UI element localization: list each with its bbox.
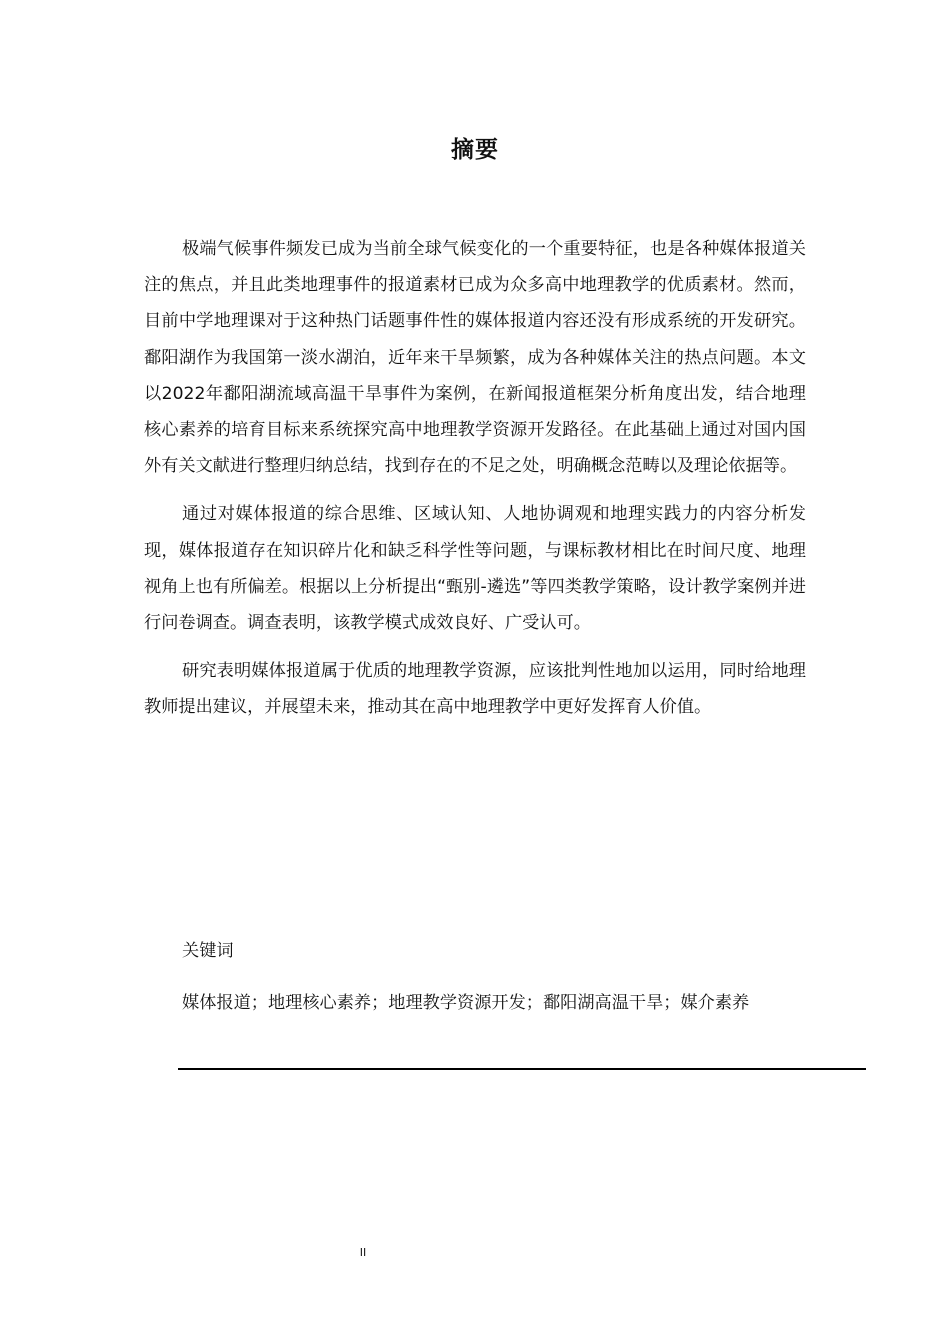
page-title: 摘要 <box>451 137 499 163</box>
abstract-paragraph-1: 极端气候事件频发已成为当前全球气候变化的一个重要特征，也是各种媒体报道关注的焦点，并且此类地理事件的报道素材已成为众多高中地理教学的优质素材。然而，目前中学地理课对于这种热门话题事件性的媒体报道内容还没有形成系统的开发研究。鄱阳湖作为我国第一淡水湖泊，近年来干旱频繁，成为各种媒体关注的热点问题。本文以2022年鄱阳湖流域高温干旱事件为案例，在新闻报道框架分析角度出发，结合地理核心素养的培育目标来系统探究高中地理教学资源开发路径。在此基础上通过对国内国外有关文献进行整理归纳总结，找到存在的不足之处，明确概念范畴以及理论依据等。 <box>144 239 806 477</box>
divider-line <box>178 1068 866 1070</box>
page-number: II <box>359 1246 367 1259</box>
keywords-list: 媒体报道；地理核心素养；地理教学资源开发；鄱阳湖高温干旱；媒介素养 <box>182 993 750 1013</box>
abstract-body <box>144 231 806 738</box>
keywords-heading: 关键词 <box>182 941 234 961</box>
abstract-paragraph-3: 研究表明媒体报道属于优质的地理教学资源，应该批判性地加以运用，同时给地理教师提出建议，并展望未来，推动其在高中地理教学中更好发挥育人价值。 <box>144 661 806 718</box>
abstract-paragraph-2: 通过对媒体报道的综合思维、区域认知、人地协调观和地理实践力的内容分析发现，媒体报道存在知识碎片化和缺乏科学性等问题，与课标教材相比在时间尺度、地理视角上也有所偏差。根据以上分析提出“甄别-遴选”等四类教学策略，设计教学案例并进行问卷调查。调查表明，该教学模式成效良好、广受认可。 <box>144 504 806 634</box>
